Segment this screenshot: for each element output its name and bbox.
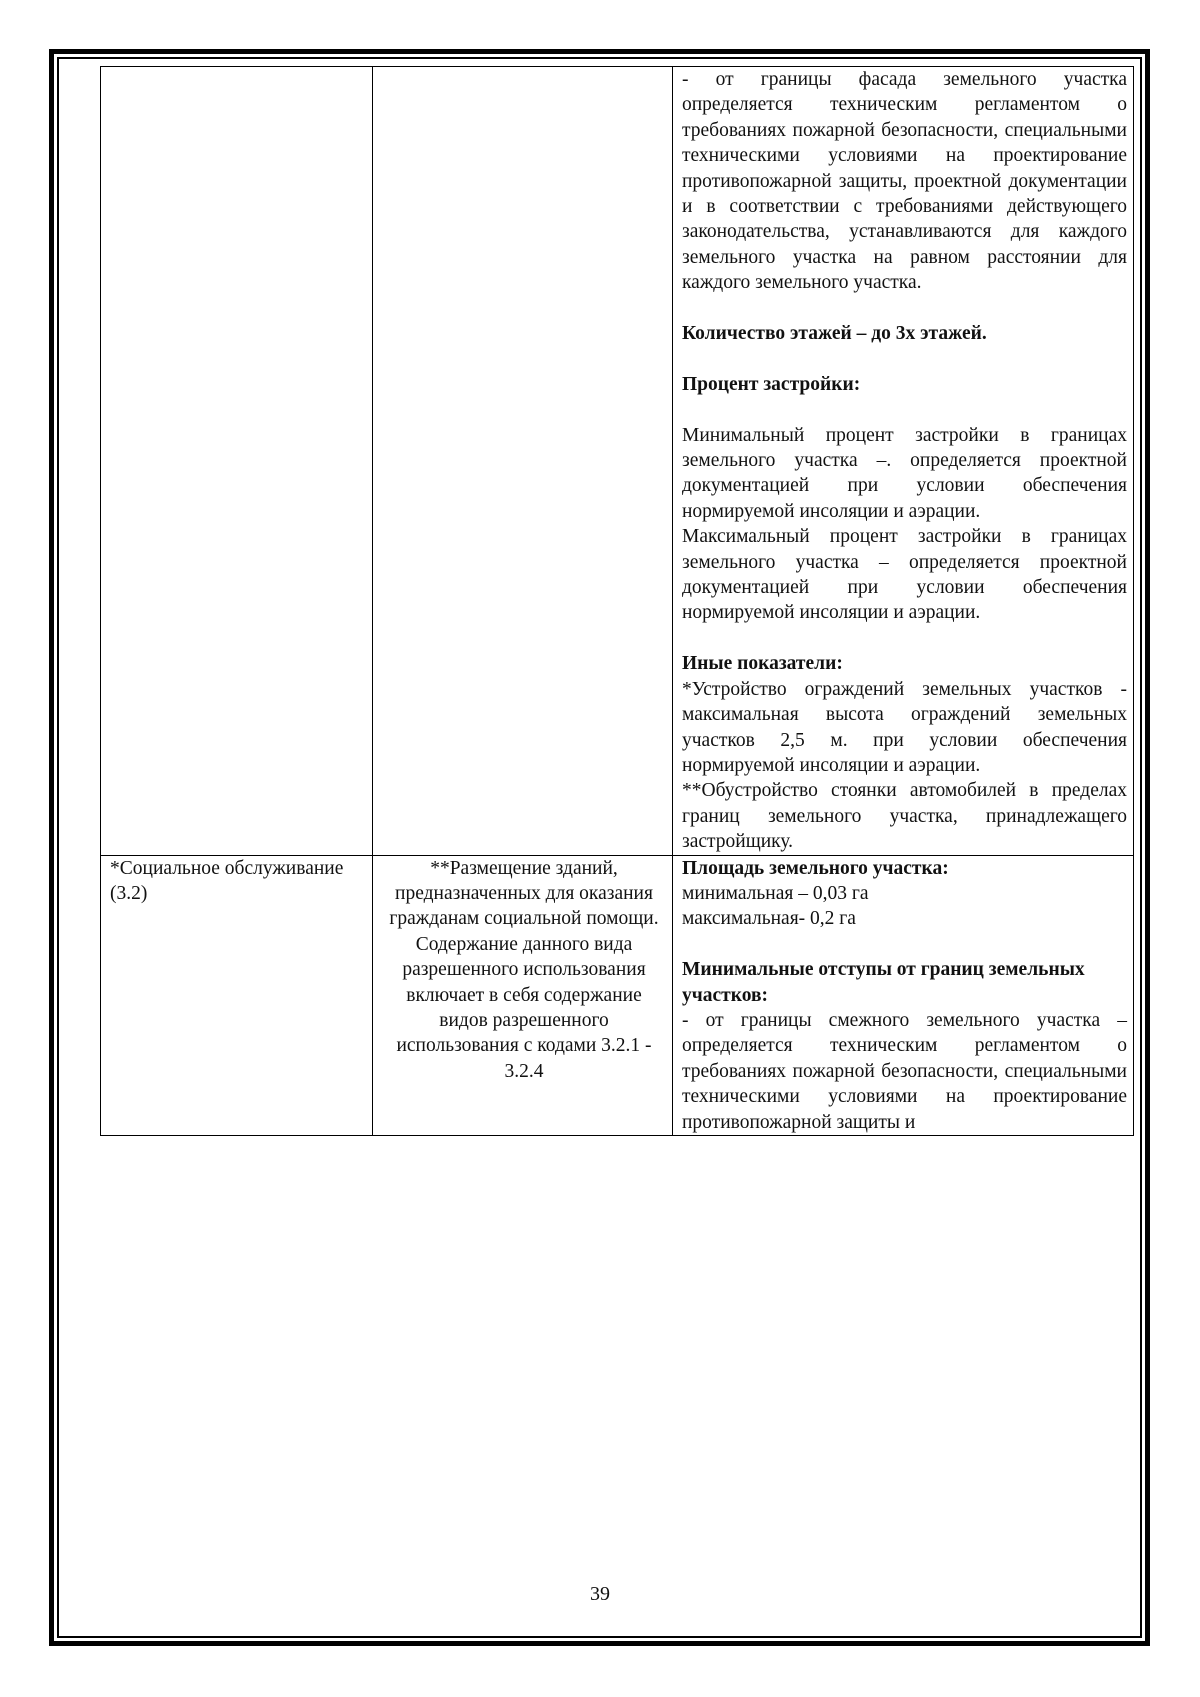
facade-setback-text: - от границы фасада земельного участка определяется техническим регламентом о требованиях пожарной безопасности, специальными техническими условиями на проектирование противопожарной защиты, проектной документации и в соответствии с требованиями действующего законодательства, устанавливаются для каждого земельного участка на равном расстоянии для каждого земельного участка. (682, 69, 1127, 294)
min-building-percent: Минимальный процент застройки в границах земельного участка –. определяется проектной документацией при условии обеспечения нормируемой инсоляции и аэрации. (682, 424, 1127, 522)
max-building-percent: Максимальный процент застройки в границах земельного участка – определяется проектной документацией при условии обеспечения нормируемой инсоляции и аэрации. (682, 526, 1127, 624)
table-row (101, 855, 1134, 1135)
regulations-table (100, 66, 1134, 1136)
parking-text: **Обустройство стоянки автомобилей в пределах границ земельного участка, принадлежащего застройщику. (682, 780, 1127, 853)
setbacks-text: - от границы смежного земельного участка – определяется техническим регламентом о требованиях пожарной безопасности, специальными техническими условиями на проектирование противопожарной защиты и (682, 1009, 1127, 1133)
fences-text: *Устройство ограждений земельных участков - максимальная высота ограждений земельных участков 2,5 м. при условии обеспечения нормируемой инсоляции и аэрации. (682, 678, 1127, 776)
table-cell-empty (373, 67, 673, 856)
table-row (101, 67, 1134, 856)
table-cell-empty (101, 67, 373, 856)
floors-count: Количество этажей – до 3х этажей. (682, 323, 987, 345)
parameters-cell (673, 855, 1134, 1135)
use-type-cell: *Социальное обслуживание (3.2) (101, 855, 373, 1135)
area-max: максимальная- 0,2 га (682, 908, 856, 930)
area-min: минимальная – 0,03 га (682, 882, 869, 904)
setbacks-heading: Минимальные отступы от границ земельных участков: (682, 959, 1085, 1006)
other-indicators-heading: Иные показатели: (682, 653, 843, 675)
page-number: 39 (590, 1583, 610, 1605)
area-heading: Площадь земельного участка: (682, 857, 949, 879)
building-percent-heading: Процент застройки: (682, 373, 861, 395)
use-description-cell: **Размещение зданий, предназначенных для оказания гражданам социальной помощи. Содержание данного вида разрешенного использования включает в себя содержание видов разрешенного использования с кодами 3.2.1 - 3.2.4 (373, 855, 673, 1135)
parameters-cell (673, 67, 1134, 856)
